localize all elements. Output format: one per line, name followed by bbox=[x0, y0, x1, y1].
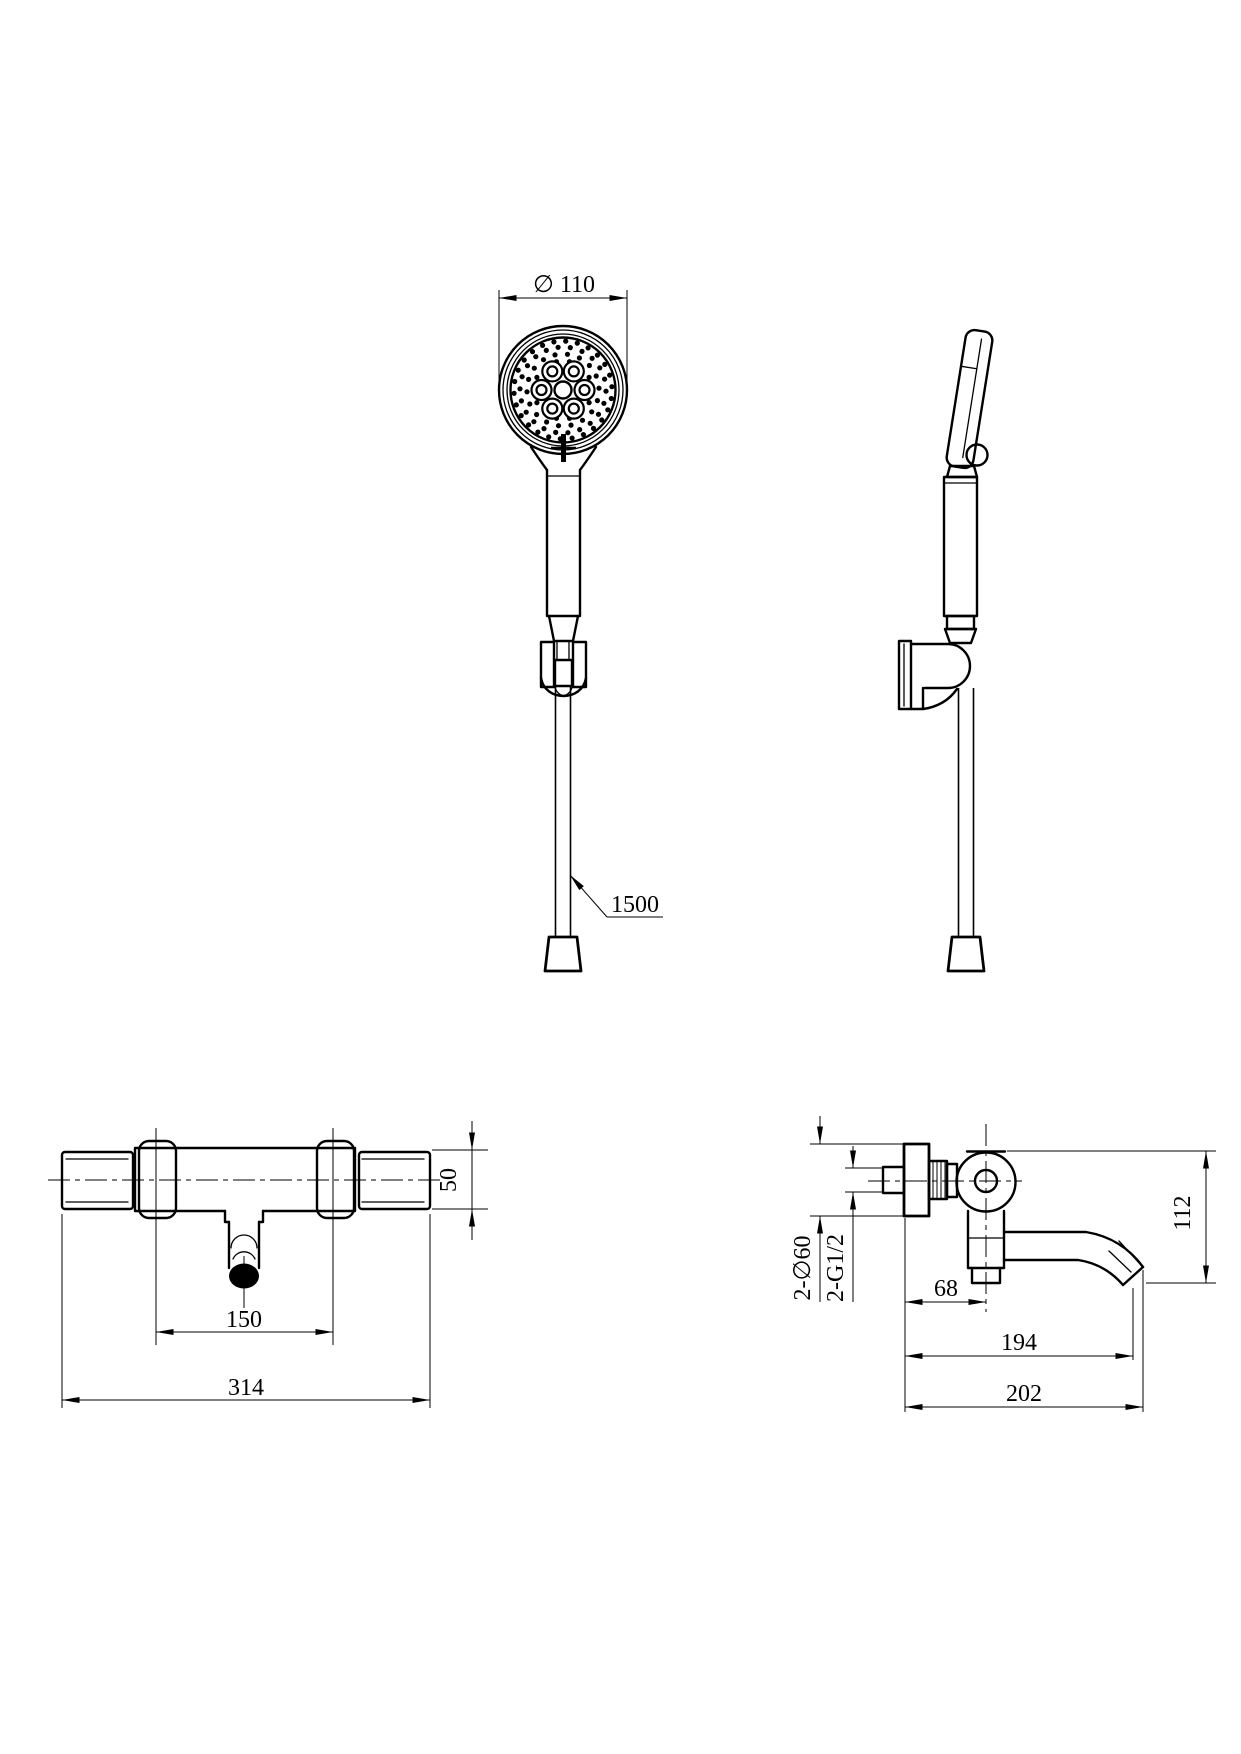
dim-text-height: 112 bbox=[1170, 1195, 1196, 1231]
dim-text-outlet-spacing: 150 bbox=[226, 1307, 262, 1333]
shower-hose-front bbox=[545, 686, 581, 971]
shower-hose-side bbox=[948, 688, 984, 971]
dim-outlet-spacing bbox=[156, 1307, 333, 1333]
handle-cone bbox=[549, 616, 578, 641]
thread-ridges bbox=[933, 1162, 945, 1198]
view-mixer-side bbox=[790, 1116, 1216, 1412]
hose-nut bbox=[555, 660, 572, 686]
view-mixer-front bbox=[48, 1121, 488, 1408]
dim-text-inlet-threads: 2-G1/2 bbox=[823, 1234, 849, 1302]
inlet-thread bbox=[929, 1161, 947, 1199]
handle-body bbox=[547, 470, 580, 616]
holder-step bbox=[911, 688, 923, 709]
dim-text-spout-reach: 194 bbox=[1001, 1330, 1037, 1356]
leader-line bbox=[570, 875, 607, 917]
outlet-shoulder bbox=[225, 1211, 263, 1222]
wall-plate bbox=[899, 641, 911, 709]
shower-handle-side bbox=[944, 466, 977, 643]
dim-inlet-threads bbox=[823, 1146, 883, 1302]
aerator-arc bbox=[231, 1235, 257, 1248]
dim-body-diameter bbox=[432, 1121, 488, 1240]
shower-handle-front bbox=[531, 447, 596, 641]
holder-hook-left bbox=[541, 642, 554, 687]
outlet-opening bbox=[229, 1264, 259, 1289]
handle-nut bbox=[947, 616, 974, 629]
hose-adapter bbox=[557, 641, 569, 660]
dim-text-overall-reach: 202 bbox=[1006, 1381, 1042, 1407]
head-face-line bbox=[963, 339, 982, 458]
holder-body bbox=[911, 644, 970, 688]
extension-lines bbox=[845, 1168, 883, 1192]
dim-text-escutcheons: 2-∅60 bbox=[790, 1235, 816, 1301]
handle-body bbox=[944, 477, 977, 616]
shower-holder-front bbox=[541, 641, 586, 696]
spray-center-cluster bbox=[532, 361, 595, 418]
hose-end-fitting bbox=[545, 937, 581, 971]
hose-lines bbox=[959, 688, 974, 937]
dim-text-hose-length: 1500 bbox=[611, 892, 659, 918]
shower-holder-side bbox=[899, 641, 970, 709]
handle-cone bbox=[945, 629, 976, 643]
mixer-outlet bbox=[225, 1211, 263, 1289]
center-nozzle bbox=[555, 382, 572, 399]
spout-top-edge bbox=[1004, 1232, 1143, 1267]
hose-lines bbox=[556, 686, 571, 937]
mixer-body-side bbox=[883, 1144, 1016, 1283]
hose-end-fitting bbox=[948, 937, 984, 971]
hang-loop bbox=[967, 445, 988, 466]
dim-text-overall-width: 314 bbox=[228, 1375, 264, 1401]
dim-text-head-diameter: ∅ 110 bbox=[532, 272, 596, 298]
extension-lines bbox=[810, 1144, 904, 1216]
wall-escutcheon bbox=[904, 1144, 929, 1216]
holder-underside-curve bbox=[923, 689, 957, 709]
dim-wall-to-spout-start bbox=[905, 1218, 986, 1412]
view-hand-shower-side bbox=[899, 329, 994, 971]
head-seam bbox=[962, 366, 977, 368]
dim-hose-length bbox=[570, 875, 663, 918]
handle-stub bbox=[883, 1167, 904, 1193]
spout-joint-lines bbox=[1109, 1241, 1141, 1272]
spout-bottom-edge bbox=[1004, 1260, 1123, 1285]
dim-text-wall-to-spout: 68 bbox=[934, 1276, 958, 1302]
spout bbox=[1004, 1232, 1143, 1285]
spout-end-face bbox=[1123, 1267, 1143, 1285]
holder-hook-right bbox=[573, 642, 586, 687]
dim-height bbox=[1007, 1151, 1216, 1283]
dim-text-body-diameter: 50 bbox=[436, 1168, 462, 1192]
view-hand-shower-front bbox=[499, 272, 663, 971]
